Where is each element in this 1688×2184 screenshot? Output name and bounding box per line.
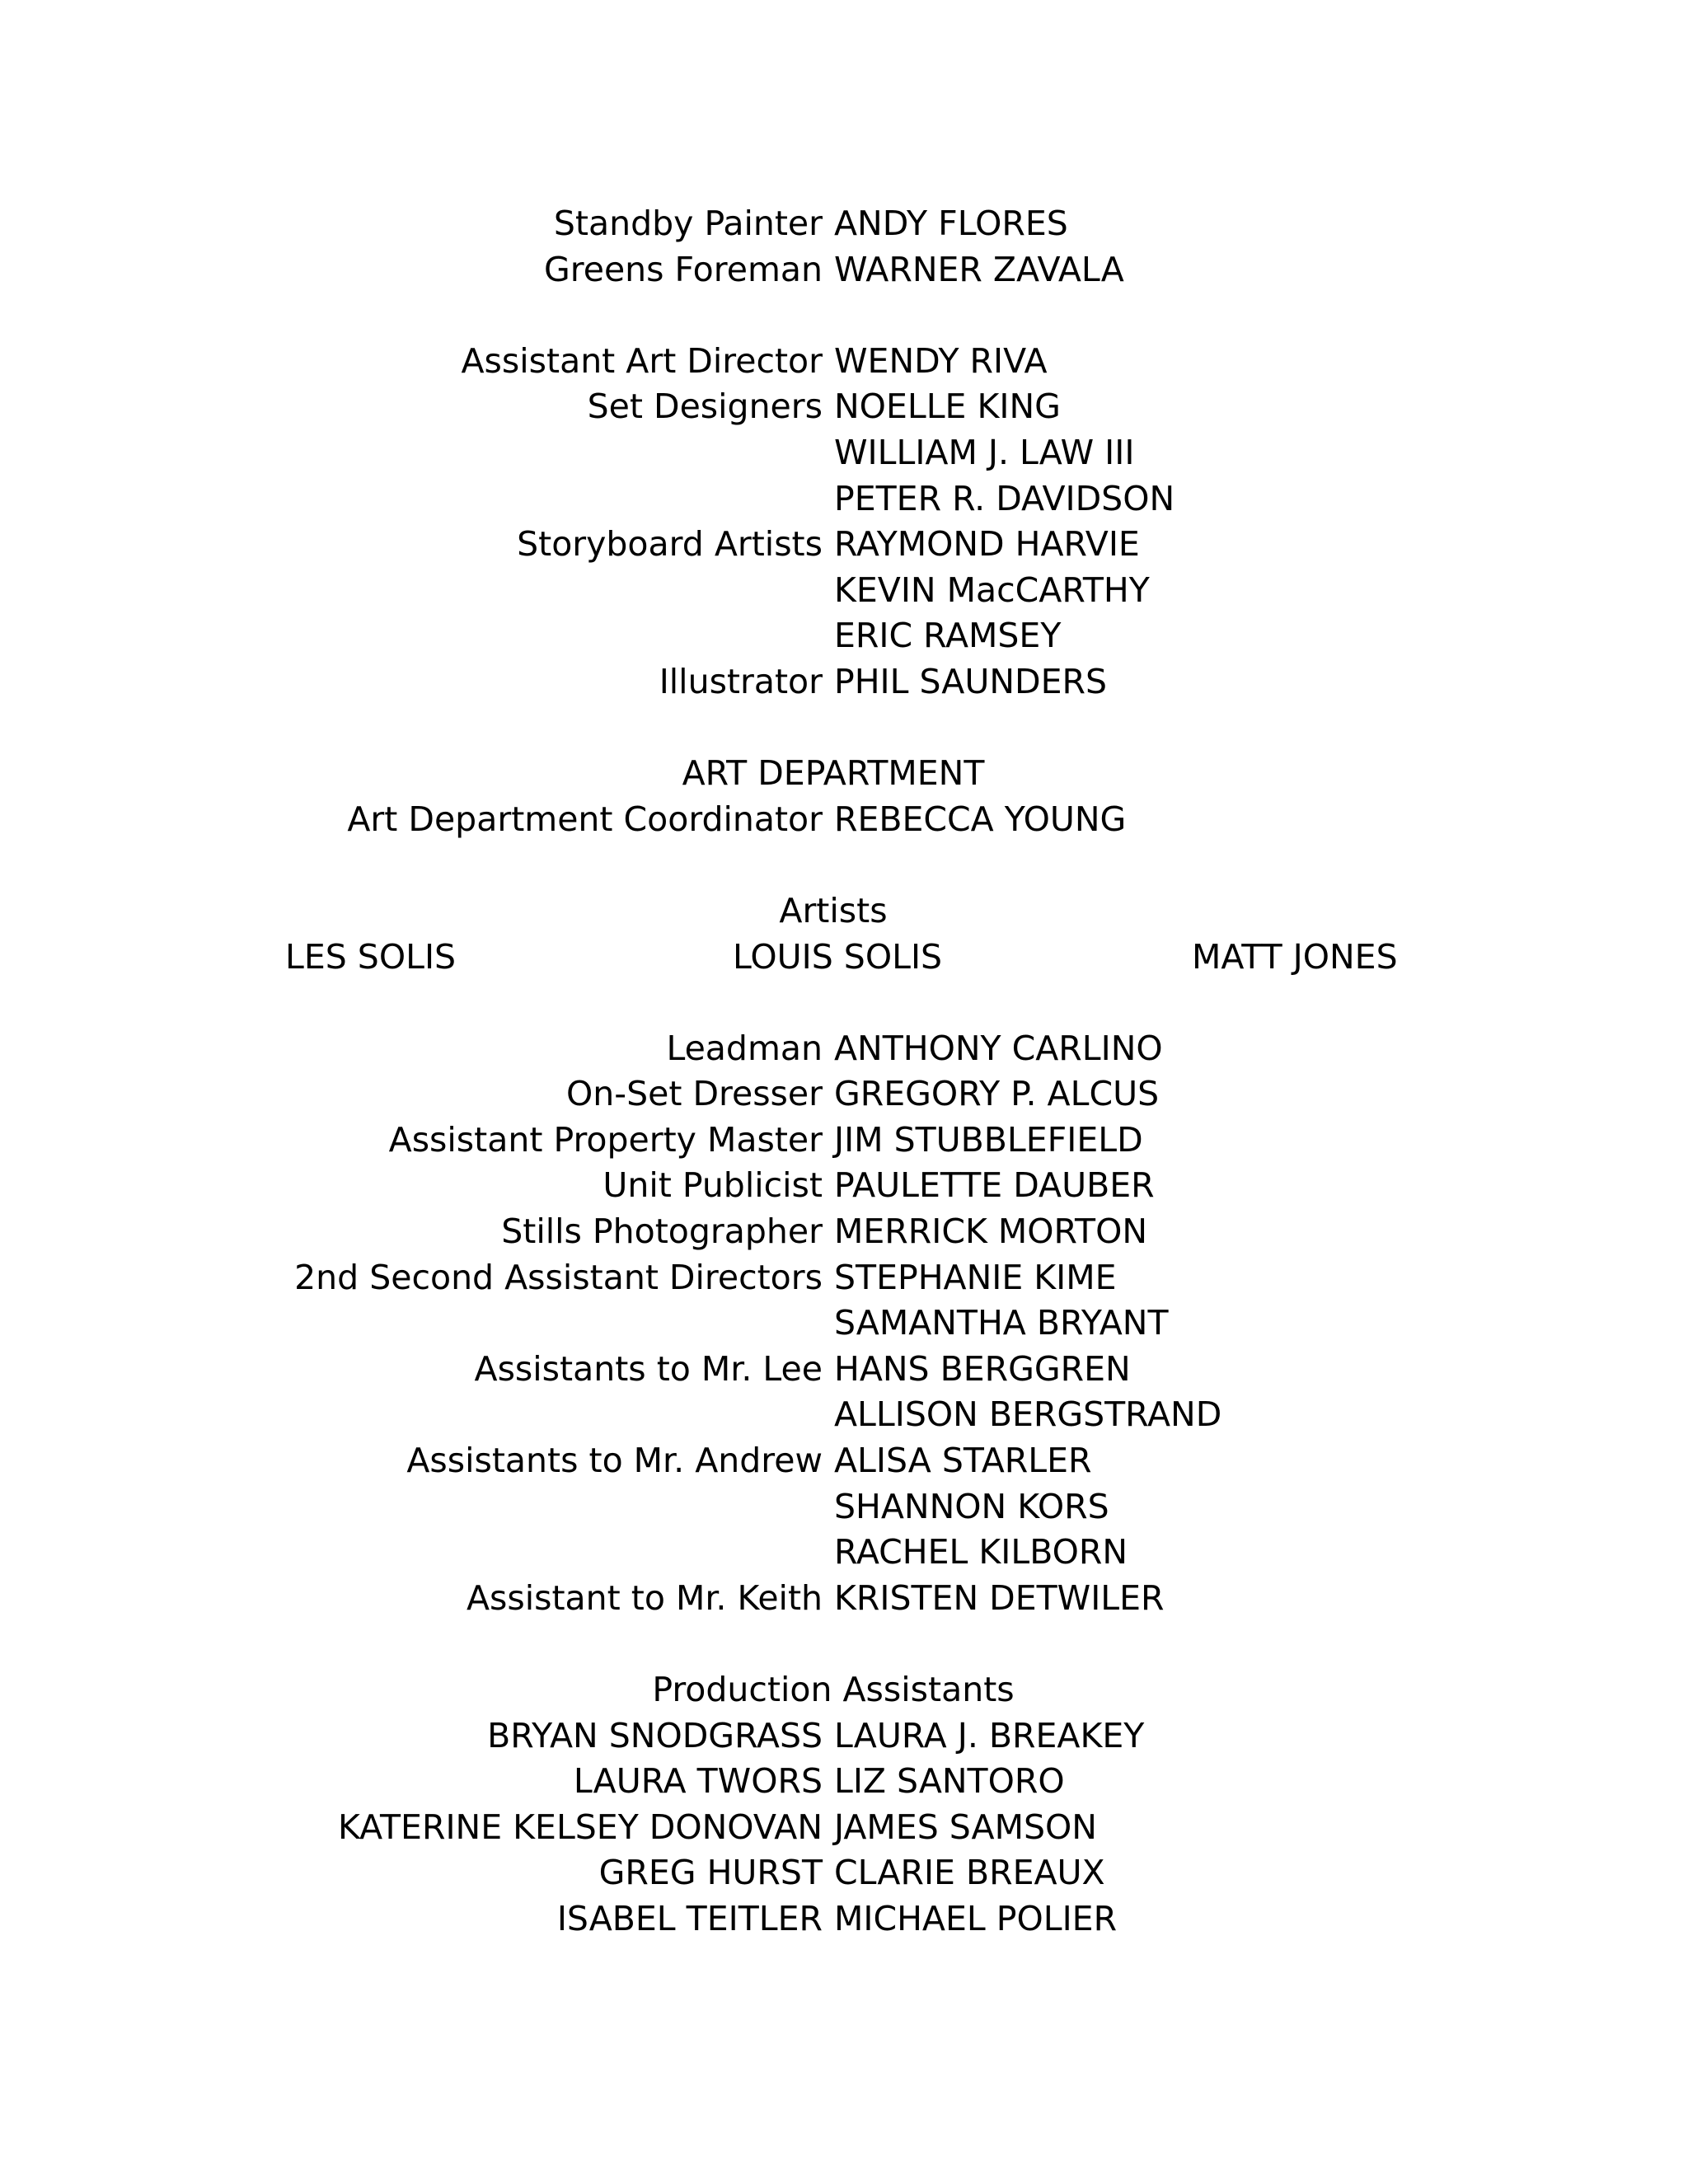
spacer: [0, 842, 1688, 888]
credit-row: [0, 797, 1688, 843]
credit-role: Unit Publicist: [603, 1165, 823, 1206]
assistant-pair-row: [0, 1713, 1688, 1760]
credit-row: [0, 1438, 1688, 1484]
credit-role: Greens Foreman: [544, 249, 823, 289]
credit-role: Illustrator: [659, 661, 823, 701]
credit-row: [0, 1026, 1688, 1072]
credit-role: Set Designers: [587, 387, 823, 427]
credit-row: [0, 476, 1688, 523]
assistant-name-right: CLARIE BREAUX: [834, 1853, 1105, 1893]
credit-name: GREGORY P. ALCUS: [834, 1074, 1160, 1114]
credit-row: [0, 1576, 1688, 1622]
artist-name: LOUIS SOLIS: [733, 936, 943, 977]
spacer: [0, 293, 1688, 339]
assistant-name-left: ISABEL TEITLER: [556, 1898, 823, 1938]
credit-name: SHANNON KORS: [834, 1486, 1109, 1526]
credit-role: Standby Painter: [553, 204, 823, 243]
credit-name: PETER R. DAVIDSON: [834, 478, 1175, 518]
credit-row: [0, 1484, 1688, 1530]
credit-role: Stills Photographer: [501, 1212, 823, 1252]
assistant-name-left: BRYAN SNODGRASS: [487, 1715, 823, 1755]
credit-role: Assistant Art Director: [461, 340, 823, 381]
credit-row: [0, 1301, 1688, 1347]
assistant-name-right: LIZ SANTORO: [834, 1761, 1065, 1802]
credit-name: WILLIAM J. LAW III: [834, 432, 1135, 472]
credit-name: WENDY RIVA: [834, 340, 1048, 381]
credit-row: [0, 1163, 1688, 1209]
credit-row: [0, 1209, 1688, 1255]
credit-row: [0, 659, 1688, 705]
artist-name: MATT JONES: [1192, 936, 1398, 977]
credit-name: HANS BERGGREN: [834, 1348, 1131, 1389]
assistant-pair-row: [0, 1896, 1688, 1943]
credit-role: 2nd Second Assistant Directors: [294, 1257, 823, 1297]
assistant-name-left: LAURA TWORS: [573, 1761, 823, 1802]
credit-role: Assistant Property Master: [388, 1119, 823, 1160]
credit-role: Assistants to Mr. Andrew: [406, 1441, 823, 1481]
credit-role: On-Set Dresser: [566, 1074, 823, 1114]
credit-row: [0, 1530, 1688, 1576]
credit-name: NOELLE KING: [834, 387, 1061, 427]
spacer: [0, 980, 1688, 1026]
assistant-name-right: MICHAEL POLIER: [834, 1898, 1118, 1938]
credit-row: [0, 201, 1688, 247]
credit-name: ANDY FLORES: [834, 204, 1068, 243]
credit-row: [0, 522, 1688, 568]
assistant-name-left: KATERINE KELSEY DONOVAN: [337, 1807, 823, 1847]
credit-name: RAYMOND HARVIE: [834, 524, 1140, 565]
artists-row: [0, 935, 1688, 981]
credit-name: KEVIN MacCARTHY: [834, 569, 1150, 610]
assistant-pair-row: [0, 1850, 1688, 1896]
assistant-pair-row: [0, 1805, 1688, 1851]
credits-list: [0, 201, 1688, 1943]
artists-heading: Artists: [779, 890, 888, 930]
credit-row: [0, 1255, 1688, 1301]
spacer: [0, 1621, 1688, 1667]
credit-role: Assistant to Mr. Keith: [466, 1577, 823, 1618]
credit-name: ALLISON BERGSTRAND: [834, 1394, 1222, 1435]
credit-name: WARNER ZAVALA: [834, 249, 1124, 289]
production-assistants-heading: Production Assistants: [652, 1670, 1015, 1709]
credit-name: ANTHONY CARLINO: [834, 1028, 1163, 1068]
credit-name: ALISA STARLER: [834, 1441, 1092, 1481]
section-heading-row: [0, 1667, 1688, 1713]
credit-name: STEPHANIE KIME: [834, 1257, 1117, 1297]
credit-name: PAULETTE DAUBER: [834, 1165, 1155, 1206]
credit-name: PHIL SAUNDERS: [834, 661, 1108, 701]
credit-role: Storyboard Artists: [517, 524, 823, 565]
credit-name: KRISTEN DETWILER: [834, 1577, 1165, 1618]
credit-row: [0, 613, 1688, 659]
credit-row: [0, 339, 1688, 385]
credit-name: JIM STUBBLEFIELD: [834, 1119, 1143, 1160]
credit-row: [0, 1118, 1688, 1164]
credit-row: [0, 247, 1688, 293]
credit-role: Leadman: [666, 1028, 823, 1068]
art-department-heading: ART DEPARTMENT: [682, 753, 985, 794]
credit-row: [0, 1347, 1688, 1393]
credit-name: SAMANTHA BRYANT: [834, 1303, 1169, 1343]
credit-row: [0, 1071, 1688, 1118]
section-heading-row: [0, 751, 1688, 797]
credit-row: [0, 430, 1688, 476]
assistant-pair-row: [0, 1759, 1688, 1805]
assistant-name-right: JAMES SAMSON: [834, 1807, 1097, 1847]
credit-row: [0, 384, 1688, 430]
credit-name: RACHEL KILBORN: [834, 1532, 1128, 1572]
credit-role: Assistants to Mr. Lee: [474, 1348, 823, 1389]
artist-name: LES SOLIS: [285, 936, 457, 977]
credit-name: REBECCA YOUNG: [834, 799, 1127, 839]
credit-row: [0, 568, 1688, 614]
credit-role: Art Department Coordinator: [347, 799, 823, 839]
assistant-name-left: GREG HURST: [598, 1853, 823, 1893]
section-heading-row: [0, 888, 1688, 935]
assistant-name-right: LAURA J. BREAKEY: [834, 1715, 1145, 1755]
spacer: [0, 705, 1688, 752]
credit-row: [0, 1392, 1688, 1438]
credit-name: MERRICK MORTON: [834, 1212, 1148, 1252]
credit-name: ERIC RAMSEY: [834, 616, 1062, 656]
